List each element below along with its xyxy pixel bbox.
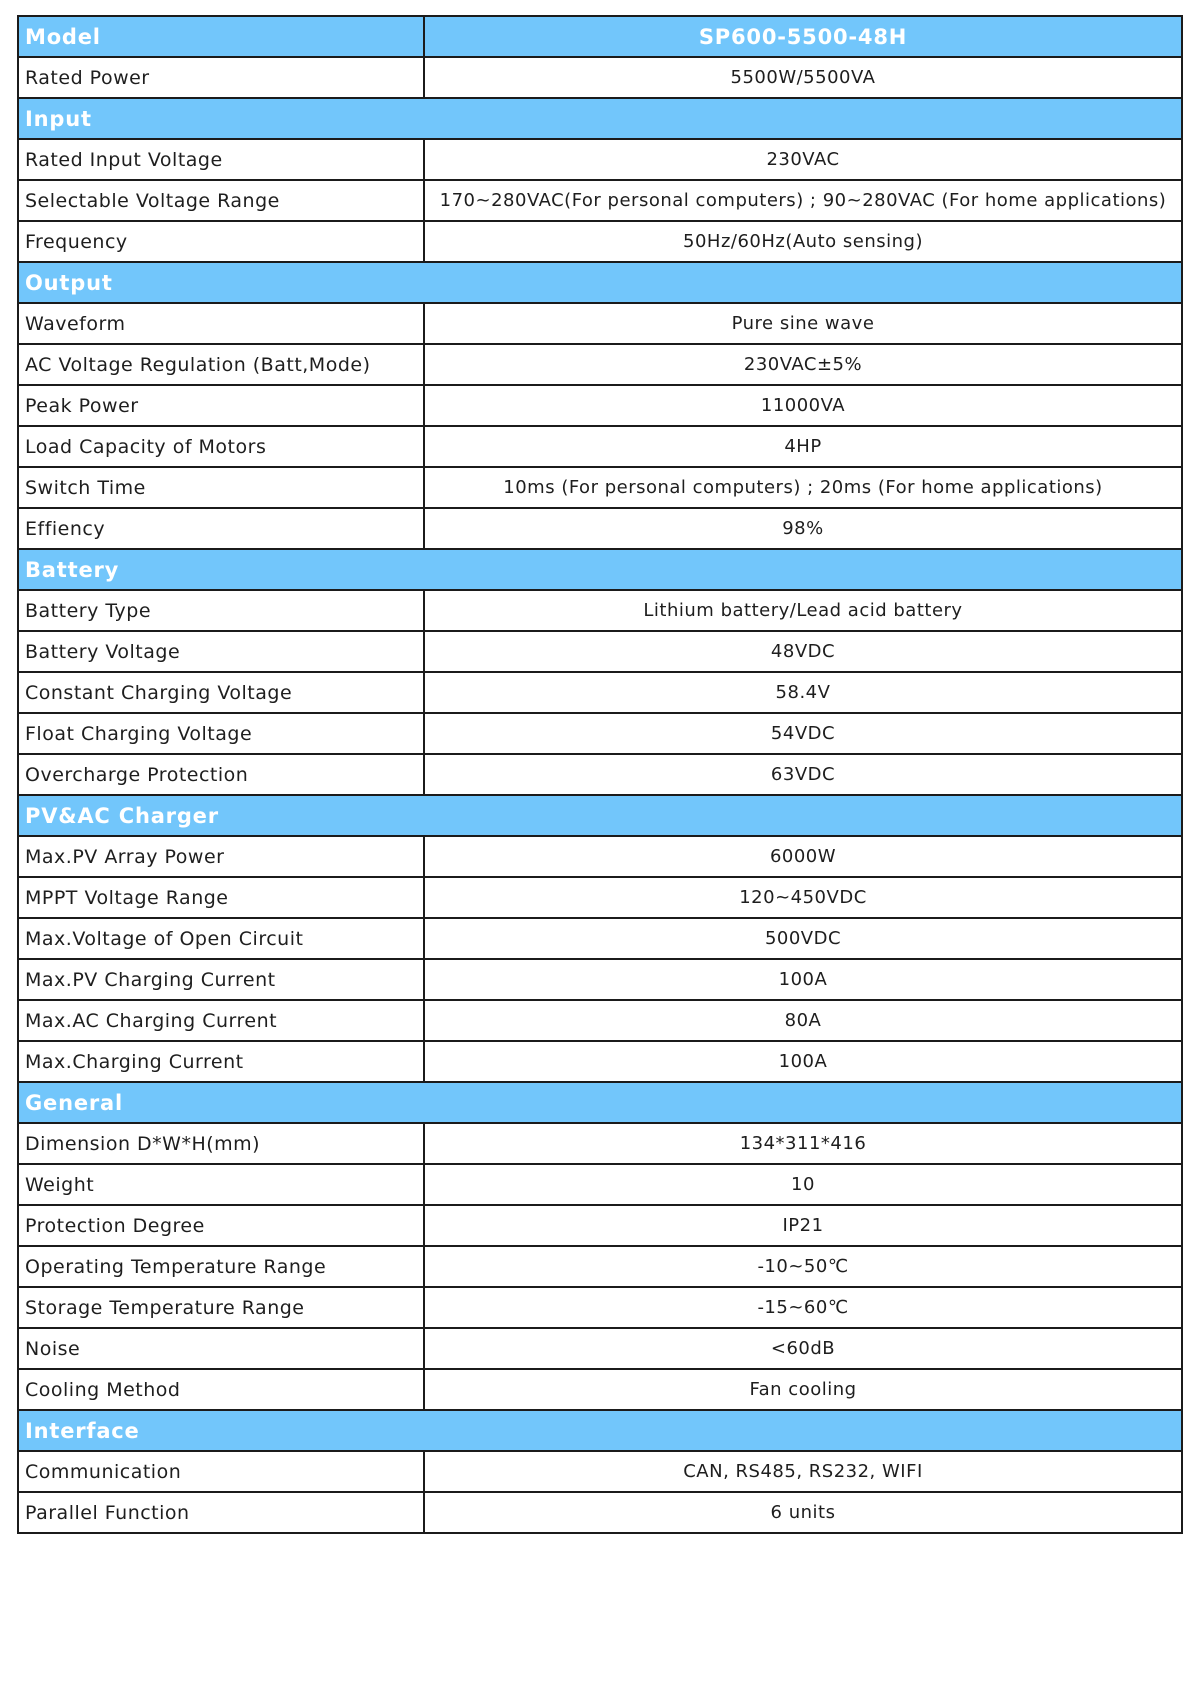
spec-label: Operating Temperature Range [18, 1246, 424, 1287]
spec-row [18, 57, 1182, 98]
spec-row [18, 1205, 1182, 1246]
spec-row [18, 672, 1182, 713]
spec-row [18, 754, 1182, 795]
spec-row [18, 385, 1182, 426]
spec-row [18, 1369, 1182, 1410]
spec-value: -10~50℃ [424, 1246, 1182, 1287]
spec-value: 230VAC±5% [424, 344, 1182, 385]
section-title: General [18, 1082, 1182, 1123]
spec-row [18, 303, 1182, 344]
spec-label: Effiency [18, 508, 424, 549]
spec-label: Peak Power [18, 385, 424, 426]
spec-row [18, 918, 1182, 959]
spec-label: Selectable Voltage Range [18, 180, 424, 221]
spec-row [18, 1492, 1182, 1533]
spec-label: Max.PV Charging Current [18, 959, 424, 1000]
spec-label: Rated Input Voltage [18, 139, 424, 180]
section-header-input [18, 98, 1182, 139]
spec-label: Rated Power [18, 57, 424, 98]
spec-row [18, 1123, 1182, 1164]
spec-value: 48VDC [424, 631, 1182, 672]
spec-value: 58.4V [424, 672, 1182, 713]
spec-label: Parallel Function [18, 1492, 424, 1533]
section-header-output [18, 262, 1182, 303]
spec-label: Load Capacity of Motors [18, 426, 424, 467]
section-title: Output [18, 262, 1182, 303]
spec-value: 170~280VAC(For personal computers) ; 90~280VAC (For home applications) [424, 180, 1182, 221]
spec-label: Battery Voltage [18, 631, 424, 672]
spec-table [17, 15, 1183, 1534]
section-title: Interface [18, 1410, 1182, 1451]
spec-row [18, 959, 1182, 1000]
spec-row [18, 836, 1182, 877]
spec-label: Max.PV Array Power [18, 836, 424, 877]
spec-label: Switch Time [18, 467, 424, 508]
section-header-general [18, 1082, 1182, 1123]
spec-value: 11000VA [424, 385, 1182, 426]
spec-label: MPPT Voltage Range [18, 877, 424, 918]
spec-label: Frequency [18, 221, 424, 262]
spec-label: Max.Charging Current [18, 1041, 424, 1082]
spec-label: Battery Type [18, 590, 424, 631]
table-header-row [18, 16, 1182, 57]
spec-value: 10ms (For personal computers) ; 20ms (For home applications) [424, 467, 1182, 508]
spec-row [18, 467, 1182, 508]
spec-row [18, 877, 1182, 918]
spec-value: 100A [424, 1041, 1182, 1082]
spec-row [18, 180, 1182, 221]
spec-row [18, 344, 1182, 385]
spec-value: 80A [424, 1000, 1182, 1041]
spec-value: Lithium battery/Lead acid battery [424, 590, 1182, 631]
spec-row [18, 1164, 1182, 1205]
spec-label: Overcharge Protection [18, 754, 424, 795]
spec-row [18, 631, 1182, 672]
spec-value: <60dB [424, 1328, 1182, 1369]
spec-value: 5500W/5500VA [424, 57, 1182, 98]
spec-value: 120~450VDC [424, 877, 1182, 918]
section-title: PV&AC Charger [18, 795, 1182, 836]
model-name: SP600-5500-48H [424, 16, 1182, 57]
section-header-interface [18, 1410, 1182, 1451]
spec-label: Communication [18, 1451, 424, 1492]
spec-label: Noise [18, 1328, 424, 1369]
spec-value: 500VDC [424, 918, 1182, 959]
spec-row [18, 139, 1182, 180]
spec-label: Protection Degree [18, 1205, 424, 1246]
spec-value: 100A [424, 959, 1182, 1000]
spec-label: Max.Voltage of Open Circuit [18, 918, 424, 959]
spec-label: Float Charging Voltage [18, 713, 424, 754]
spec-row [18, 1328, 1182, 1369]
spec-label: Weight [18, 1164, 424, 1205]
spec-value: Pure sine wave [424, 303, 1182, 344]
header-label: Model [18, 16, 424, 57]
spec-row [18, 1451, 1182, 1492]
spec-label: Storage Temperature Range [18, 1287, 424, 1328]
spec-label: Waveform [18, 303, 424, 344]
spec-value: 63VDC [424, 754, 1182, 795]
spec-label: AC Voltage Regulation (Batt,Mode) [18, 344, 424, 385]
spec-label: Max.AC Charging Current [18, 1000, 424, 1041]
spec-row [18, 426, 1182, 467]
spec-value: 6000W [424, 836, 1182, 877]
spec-row [18, 1246, 1182, 1287]
spec-value: CAN, RS485, RS232, WIFI [424, 1451, 1182, 1492]
spec-value: 134*311*416 [424, 1123, 1182, 1164]
spec-value: 10 [424, 1164, 1182, 1205]
spec-value: 230VAC [424, 139, 1182, 180]
section-header-battery [18, 549, 1182, 590]
section-title: Battery [18, 549, 1182, 590]
spec-row [18, 590, 1182, 631]
spec-row [18, 1287, 1182, 1328]
spec-row [18, 508, 1182, 549]
spec-value: 98% [424, 508, 1182, 549]
spec-value: 50Hz/60Hz(Auto sensing) [424, 221, 1182, 262]
spec-row [18, 1041, 1182, 1082]
spec-value: 6 units [424, 1492, 1182, 1533]
spec-label: Cooling Method [18, 1369, 424, 1410]
spec-row [18, 221, 1182, 262]
spec-label: Constant Charging Voltage [18, 672, 424, 713]
spec-value: 54VDC [424, 713, 1182, 754]
spec-value: 4HP [424, 426, 1182, 467]
spec-value: -15~60℃ [424, 1287, 1182, 1328]
spec-label: Dimension D*W*H(mm) [18, 1123, 424, 1164]
spec-value: Fan cooling [424, 1369, 1182, 1410]
spec-row [18, 1000, 1182, 1041]
spec-value: IP21 [424, 1205, 1182, 1246]
section-header-charger [18, 795, 1182, 836]
section-title: Input [18, 98, 1182, 139]
spec-row [18, 713, 1182, 754]
